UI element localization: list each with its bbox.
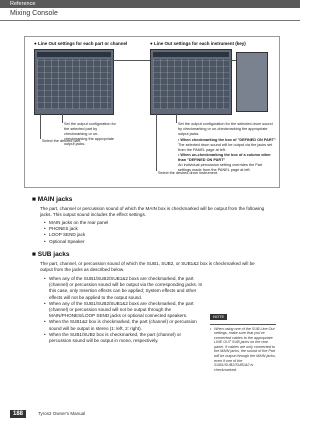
leader-line — [176, 113, 177, 123]
header-rule — [0, 20, 300, 21]
main-jacks-list — [44, 220, 108, 245]
main-jacks-heading: ■ MAIN jacks — [32, 196, 73, 203]
main-jacks-body: The part, channel or percussion sound of which the MAIN box is checkmarked will be output from the following jacks. This output sound includes the effect settings. — [40, 206, 265, 218]
leader-line — [230, 60, 236, 61]
checkmark-defined-note: • When checkmarking the box of "DEFINED ON PART" The selected drum sound will be output via the jacks set from the PANEL page at left. — [178, 138, 276, 152]
leader-line — [156, 113, 157, 171]
list-item: • When any of the SUB1/SUB2/SUB1&2 boxs are checkmarked, the part (channel) or percussion sound will not be output through the MAIN/PHONES/LOOP SEND jacks or optional connected speakers. — [44, 301, 204, 320]
leader-line — [62, 113, 63, 123]
checkmark-defined-body: The selected drum sound will be output via the jacks set from the PANEL page at left. — [178, 143, 273, 152]
header-band — [0, 0, 300, 8]
list-item: • When the SUB1/SUB2 box is checkmarked, the part (channel) or percussion sound will be output in mono, respectively. — [44, 332, 204, 344]
left-figure-caption: ● Line Out settings for each part or channel — [34, 41, 128, 46]
list-item: • LOOP SEND jack — [44, 232, 108, 238]
right-output-annotation: Set the output configuration for the selected drum sound by checkmarking or un-checkmarking the appropriate output jacks. — [178, 122, 273, 136]
note-sidebar — [210, 305, 276, 372]
leader-line — [112, 60, 150, 61]
uncheckmark-note: • When un-checkmarking the box of a column other than "DEFINED ON PART" An individual percussion setting overrides the Part settings made from the PANEL page at left. — [178, 153, 271, 172]
header-section: Mixing Console — [10, 10, 58, 17]
header-reference: Reference — [10, 1, 36, 7]
list-item: • MAIN jacks on the rear panel — [44, 220, 108, 226]
page-number: 188 — [10, 410, 26, 418]
sub-jacks-body: The part, channel, or percussion sound of which the SUB1, SUB2, or SUB1&2 box is checkmarked will be output from the jacks as described below. — [40, 261, 255, 273]
right-screen-panel — [150, 49, 232, 115]
page-header — [0, 0, 300, 22]
checkmark-defined-title: When checkmarking the box of "DEFINED ON PART" — [180, 138, 276, 142]
right-screen-grid — [153, 59, 229, 109]
right-screen-titlebar — [153, 52, 229, 57]
uncheckmark-title: When un-checkmarking the box of a column other than "DEFINED ON PART" — [178, 153, 271, 162]
left-output-annotation: Set the output configuration for the selected part by checkmarking or un-checkmarking the appropriate output jacks. — [64, 122, 116, 146]
note-list — [210, 327, 276, 373]
left-screen-panel — [34, 49, 114, 115]
right-select-annotation: Select the desired drum instrument. — [158, 171, 218, 175]
right-screen-side-panel — [236, 52, 268, 112]
sub-jacks-list — [44, 276, 204, 344]
list-item: • When any of the SUB1/SUB2/SUB1&2 boxs are checkmarked, the part (channel) or percussion sound will be output via the corresponding jacks. In this case, only Insertion effects can be applied; System effects and other effects will not be applied to the output sound. — [44, 276, 204, 301]
list-item: • When the SUB1&2 box is checkmarked, the part (channel) or percussion sound will be output in stereo (1: left, 2: right). — [44, 319, 204, 331]
sub-jacks-heading: ■ SUB jacks — [32, 251, 70, 258]
list-item: • PHONES jack — [44, 226, 108, 232]
uncheckmark-body: An individual percussion setting overrides the Part settings made from the PANEL page at left. — [178, 163, 263, 172]
right-figure-caption: ● Line Out settings for each instrument (key) — [150, 41, 246, 46]
list-item: • When using one of the SUB Line Out settings, make sure that you've connected cables to the appropriate LINE OUT SUB jacks on the rear panel. If cables are only connected to the MAIN jacks, the sound of the Part will be output through the MAIN jacks, even if one of the SUB1/SUB2/SUB1&2 is checkmarked. — [210, 327, 276, 373]
note-rule — [210, 324, 276, 325]
manual-title: Tyros2 Owner's Manual — [38, 411, 86, 416]
page-footer — [10, 410, 86, 418]
list-item: • Optional Speaker — [44, 239, 108, 245]
note-title: NOTE — [210, 314, 227, 320]
left-part-annotation: Select the desired part. — [42, 139, 82, 143]
leader-line — [40, 113, 41, 139]
left-screen-titlebar — [37, 52, 111, 57]
left-screen-grid — [37, 59, 111, 109]
